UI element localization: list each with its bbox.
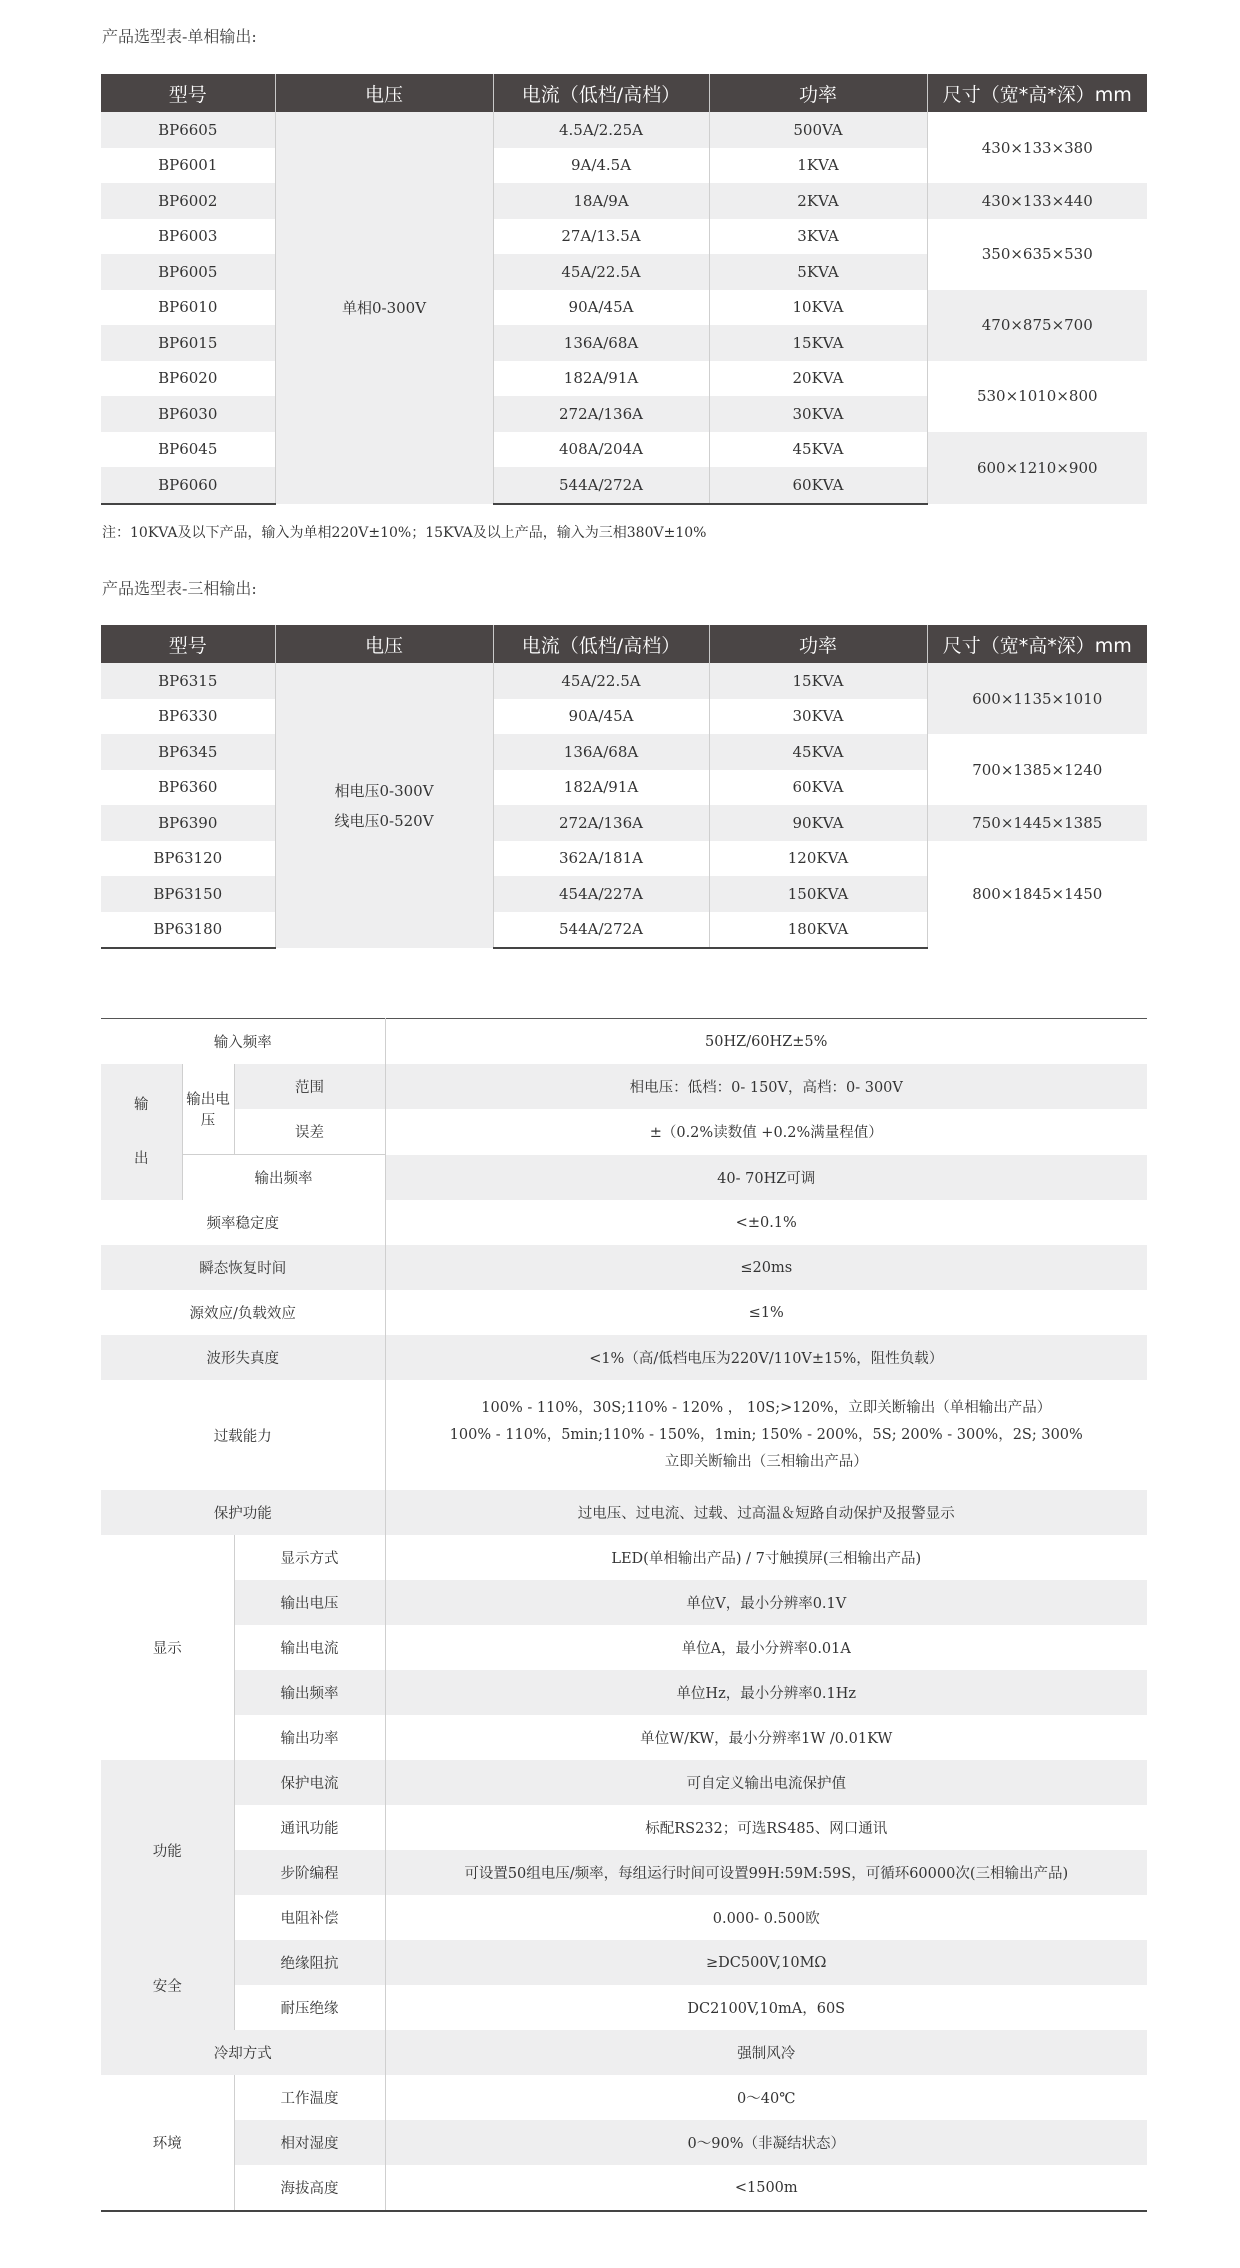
model-cell: BP6345 bbox=[101, 734, 275, 770]
spec-row-withstand bbox=[101, 1985, 1147, 2030]
size-cell: 470×875×700 bbox=[927, 290, 1147, 361]
spec-sublabel: 显示方式 bbox=[234, 1535, 385, 1580]
table-row bbox=[101, 219, 1147, 255]
spec-row-output-range bbox=[101, 1064, 1147, 1109]
current-cell: 18A/9A bbox=[493, 183, 709, 219]
table-row bbox=[101, 112, 1147, 148]
spec-row-source-effect bbox=[101, 1290, 1147, 1335]
single-phase-selection-table bbox=[101, 74, 1147, 505]
spec-label: 冷却方式 bbox=[101, 2030, 385, 2075]
power-cell: 45KVA bbox=[709, 734, 927, 770]
spec-row-step-programming bbox=[101, 1850, 1147, 1895]
current-cell: 272A/136A bbox=[493, 396, 709, 432]
output-frequency-label: 输出频率 bbox=[182, 1155, 385, 1201]
power-cell: 180KVA bbox=[709, 912, 927, 949]
overload-line-1: 100% - 110%，30S;110% - 120% ， 10S;>120%，立即关断输出（单相输出产品） bbox=[481, 1399, 1052, 1416]
model-cell: BP6605 bbox=[101, 112, 275, 148]
table-header-row bbox=[101, 625, 1147, 663]
power-cell: 30KVA bbox=[709, 396, 927, 432]
current-cell: 544A/272A bbox=[493, 467, 709, 504]
spec-row-output-frequency bbox=[101, 1155, 1147, 1201]
spec-value: 单位A，最小分辨率0.01A bbox=[385, 1625, 1147, 1670]
model-cell: BP6360 bbox=[158, 778, 218, 797]
power-cell: 500VA bbox=[709, 112, 927, 148]
three-phase-selection-table bbox=[101, 625, 1147, 949]
power-cell: 3KVA bbox=[709, 219, 927, 255]
power-cell: 60KVA bbox=[709, 770, 927, 806]
current-cell: 90A/45A bbox=[493, 290, 709, 326]
current-cell: 136A/68A bbox=[493, 734, 709, 770]
spec-sublabel: 耐压绝缘 bbox=[234, 1985, 385, 2030]
spec-sublabel: 输出功率 bbox=[234, 1715, 385, 1760]
table-header-row bbox=[101, 74, 1147, 112]
spec-row-display-current bbox=[101, 1625, 1147, 1670]
model-cell: BP63150 bbox=[101, 876, 275, 912]
output-group-char-1: 输 bbox=[134, 1096, 149, 1113]
header-size: 尺寸（宽*高*深）mm bbox=[927, 74, 1147, 112]
size-cell: 600×1135×1010 bbox=[927, 663, 1147, 734]
function-group-label: 功能 bbox=[101, 1760, 234, 1940]
spec-row-display-power bbox=[101, 1715, 1147, 1760]
spec-sublabel: 相对湿度 bbox=[234, 2120, 385, 2165]
spec-value: 单位Hz，最小分辨率0.1Hz bbox=[385, 1670, 1147, 1715]
three-phase-caption: 产品选型表-三相输出: bbox=[102, 579, 257, 598]
spec-sublabel: 保护电流 bbox=[234, 1760, 385, 1805]
spec-row-distortion bbox=[101, 1335, 1147, 1380]
current-cell: 27A/13.5A bbox=[493, 219, 709, 255]
spec-row-operating-temperature bbox=[101, 2075, 1147, 2120]
model-cell: BP6001 bbox=[158, 156, 218, 175]
power-cell: 5KVA bbox=[709, 254, 927, 290]
size-cell: 530×1010×800 bbox=[927, 361, 1147, 432]
voltage-cell: 单相0-300V bbox=[275, 112, 493, 504]
spec-value: ≤1% bbox=[385, 1290, 1147, 1335]
spec-sublabel: 电阻补偿 bbox=[234, 1895, 385, 1940]
output-voltage-label: 输出电压 bbox=[182, 1064, 234, 1155]
current-cell: 45A/22.5A bbox=[493, 254, 709, 290]
spec-row-altitude bbox=[101, 2165, 1147, 2211]
line-voltage-text: 线电压0-520V bbox=[334, 811, 434, 830]
current-cell: 136A/68A bbox=[493, 325, 709, 361]
spec-label: 保护功能 bbox=[101, 1490, 385, 1535]
model-cell: BP6005 bbox=[101, 254, 275, 290]
error-label: 误差 bbox=[234, 1109, 385, 1155]
single-phase-caption: 产品选型表-单相输出: bbox=[102, 27, 257, 46]
spec-value: 过电压、过电流、过载、过高温＆短路自动保护及报警显示 bbox=[385, 1490, 1147, 1535]
spec-sublabel: 步阶编程 bbox=[234, 1850, 385, 1895]
spec-sublabel: 通讯功能 bbox=[234, 1805, 385, 1850]
header-current: 电流（低档/高档） bbox=[493, 625, 709, 663]
model-cell: BP6045 bbox=[158, 440, 218, 459]
environment-group-label: 环境 bbox=[101, 2075, 234, 2211]
output-group-char-2: 出 bbox=[134, 1150, 149, 1167]
spec-sublabel: 绝缘阻抗 bbox=[234, 1940, 385, 1985]
spec-row-overload bbox=[101, 1380, 1147, 1490]
power-cell: 45KVA bbox=[709, 432, 927, 468]
current-cell: 362A/181A bbox=[493, 841, 709, 877]
current-cell: 544A/272A bbox=[493, 912, 709, 949]
spec-sublabel: 海拔高度 bbox=[234, 2165, 385, 2211]
overload-value bbox=[385, 1380, 1147, 1490]
model-cell: BP6330 bbox=[158, 707, 218, 726]
phase-voltage-text: 相电压0-300V bbox=[334, 781, 434, 800]
current-cell: 182A/91A bbox=[493, 770, 709, 806]
spec-value: 可自定义输出电流保护值 bbox=[385, 1760, 1147, 1805]
size-cell: 430×133×380 bbox=[927, 112, 1147, 183]
size-cell: 800×1845×1450 bbox=[927, 841, 1147, 949]
spec-row-communication bbox=[101, 1805, 1147, 1850]
output-group-label bbox=[101, 1064, 182, 1200]
current-cell: 182A/91A bbox=[493, 361, 709, 397]
model-cell: BP6315 bbox=[101, 663, 275, 699]
spec-value: ≤20ms bbox=[385, 1245, 1147, 1290]
spec-row-protect-current bbox=[101, 1760, 1147, 1805]
header-model: 型号 bbox=[101, 74, 275, 112]
spec-row-display-mode bbox=[101, 1535, 1147, 1580]
model-cell: BP6002 bbox=[101, 183, 275, 219]
header-power: 功率 bbox=[709, 625, 927, 663]
spec-label: 频率稳定度 bbox=[101, 1200, 385, 1245]
table-row bbox=[101, 361, 1147, 397]
table-row bbox=[101, 290, 1147, 326]
spec-row-input-frequency bbox=[101, 1019, 1147, 1065]
spec-sublabel: 输出电流 bbox=[234, 1625, 385, 1670]
spec-label: 瞬态恢复时间 bbox=[101, 1245, 385, 1290]
power-cell: 15KVA bbox=[709, 325, 927, 361]
spec-row-display-voltage bbox=[101, 1580, 1147, 1625]
spec-row-resistance-compensation bbox=[101, 1895, 1147, 1940]
spec-value: 可设置50组电压/频率，每组运行时间可设置99H:59M:59S，可循环60000次(三相输出产品) bbox=[385, 1850, 1147, 1895]
spec-value: 0～90%（非凝结状态） bbox=[385, 2120, 1147, 2165]
header-current: 电流（低档/高档） bbox=[493, 74, 709, 112]
header-model: 型号 bbox=[101, 625, 275, 663]
power-cell: 10KVA bbox=[709, 290, 927, 326]
spec-value: 0.000- 0.500欧 bbox=[385, 1895, 1147, 1940]
power-cell: 60KVA bbox=[709, 467, 927, 504]
table-row bbox=[101, 841, 1147, 877]
range-label: 范围 bbox=[234, 1064, 385, 1109]
spec-row-cooling bbox=[101, 2030, 1147, 2075]
current-cell: 90A/45A bbox=[493, 699, 709, 735]
current-cell: 408A/204A bbox=[493, 432, 709, 468]
spec-row-protection bbox=[101, 1490, 1147, 1535]
size-cell: 750×1445×1385 bbox=[927, 805, 1147, 841]
spec-row-output-error bbox=[101, 1109, 1147, 1155]
table-row bbox=[101, 734, 1147, 770]
table-row bbox=[101, 183, 1147, 219]
model-cell: BP6010 bbox=[158, 298, 218, 317]
voltage-cell bbox=[275, 663, 493, 948]
header-voltage: 电压 bbox=[275, 625, 493, 663]
spec-value: 40- 70HZ可调 bbox=[385, 1155, 1147, 1201]
spec-value: 单位V，最小分辨率0.1V bbox=[385, 1580, 1147, 1625]
model-cell: BP6390 bbox=[101, 805, 275, 841]
spec-value: 标配RS232；可选RS485、网口通讯 bbox=[385, 1805, 1147, 1850]
model-cell: BP6020 bbox=[158, 369, 218, 388]
current-cell: 9A/4.5A bbox=[493, 148, 709, 184]
model-cell: BP6015 bbox=[101, 325, 275, 361]
spec-value: ±（0.2%读数值 +0.2%满量程值） bbox=[385, 1109, 1147, 1155]
power-cell: 15KVA bbox=[709, 663, 927, 699]
overload-line-2: 100% - 110%，5min;110% - 150%，1min; 150% - 200%，5S; 200% - 300%，2S; 300% bbox=[449, 1426, 1083, 1443]
size-cell: 700×1385×1240 bbox=[927, 734, 1147, 805]
spec-row-display-frequency bbox=[101, 1670, 1147, 1715]
model-cell: BP6003 bbox=[158, 227, 218, 246]
specification-table bbox=[101, 1018, 1147, 2212]
spec-value: <1500m bbox=[385, 2165, 1147, 2211]
header-size: 尺寸（宽*高*深）mm bbox=[927, 625, 1147, 663]
spec-label: 源效应/负载效应 bbox=[101, 1290, 385, 1335]
power-cell: 120KVA bbox=[709, 841, 927, 877]
table-row bbox=[101, 805, 1147, 841]
overload-line-3: 立即关断输出（三相输出产品） bbox=[664, 1453, 868, 1470]
spec-value: 50HZ/60HZ±5% bbox=[385, 1019, 1147, 1065]
model-cell: BP6060 bbox=[101, 467, 275, 504]
size-cell: 350×635×530 bbox=[927, 219, 1147, 290]
table-row bbox=[101, 663, 1147, 699]
spec-value: ≥DC500V,10MΩ bbox=[385, 1940, 1147, 1985]
model-cell: BP63120 bbox=[153, 849, 223, 868]
spec-label: 波形失真度 bbox=[101, 1335, 385, 1380]
power-cell: 150KVA bbox=[709, 876, 927, 912]
spec-value: 单位W/KW，最小分辨率1W /0.01KW bbox=[385, 1715, 1147, 1760]
spec-value: 强制风冷 bbox=[385, 2030, 1147, 2075]
display-group-label: 显示 bbox=[101, 1535, 234, 1760]
size-cell: 600×1210×900 bbox=[927, 432, 1147, 504]
spec-label: 过载能力 bbox=[101, 1380, 385, 1490]
spec-sublabel: 输出频率 bbox=[234, 1670, 385, 1715]
single-phase-note: 注：10KVA及以下产品，输入为单相220V±10%；15KVA及以上产品，输入为三相380V±10% bbox=[102, 525, 707, 541]
size-cell: 430×133×440 bbox=[927, 183, 1147, 219]
spec-value: 0～40℃ bbox=[385, 2075, 1147, 2120]
spec-row-transient bbox=[101, 1245, 1147, 1290]
model-cell: BP63180 bbox=[101, 912, 275, 949]
spec-value: <1%（高/低档电压为220V/110V±15%，阻性负载） bbox=[385, 1335, 1147, 1380]
spec-row-humidity bbox=[101, 2120, 1147, 2165]
current-cell: 272A/136A bbox=[493, 805, 709, 841]
power-cell: 2KVA bbox=[709, 183, 927, 219]
spec-value: DC2100V,10mA，60S bbox=[385, 1985, 1147, 2030]
table-row bbox=[101, 432, 1147, 468]
spec-label: 输入频率 bbox=[101, 1019, 385, 1065]
power-cell: 20KVA bbox=[709, 361, 927, 397]
power-cell: 90KVA bbox=[709, 805, 927, 841]
spec-value: 相电压：低档：0- 150V，高档：0- 300V bbox=[385, 1064, 1147, 1109]
spec-sublabel: 输出电压 bbox=[234, 1580, 385, 1625]
spec-value: <±0.1% bbox=[385, 1200, 1147, 1245]
current-cell: 454A/227A bbox=[493, 876, 709, 912]
header-power: 功率 bbox=[709, 74, 927, 112]
safety-group-label: 安全 bbox=[101, 1940, 234, 2030]
power-cell: 30KVA bbox=[709, 699, 927, 735]
current-cell: 4.5A/2.25A bbox=[493, 112, 709, 148]
spec-row-insulation bbox=[101, 1940, 1147, 1985]
current-cell: 45A/22.5A bbox=[493, 663, 709, 699]
spec-value: LED(单相输出产品) / 7寸触摸屏(三相输出产品) bbox=[385, 1535, 1147, 1580]
spec-sublabel: 工作温度 bbox=[234, 2075, 385, 2120]
model-cell: BP6030 bbox=[101, 396, 275, 432]
spec-row-frequency-stability bbox=[101, 1200, 1147, 1245]
header-voltage: 电压 bbox=[275, 74, 493, 112]
power-cell: 1KVA bbox=[709, 148, 927, 184]
